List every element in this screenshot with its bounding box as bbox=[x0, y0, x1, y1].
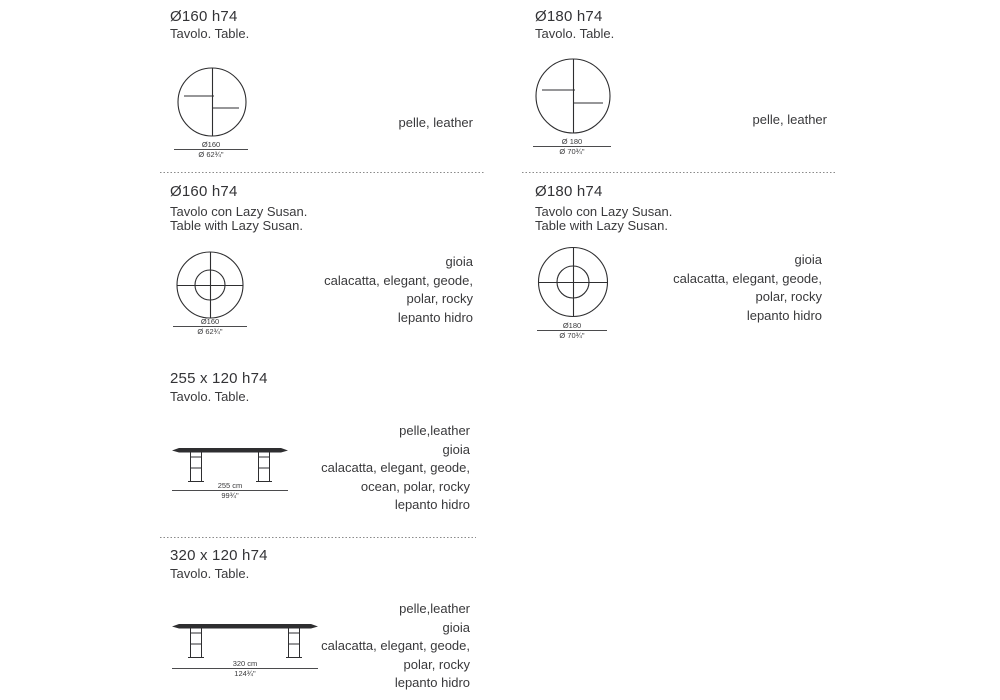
dimension-block bbox=[174, 140, 248, 159]
materials-list bbox=[399, 114, 473, 133]
dimension-label-cm: Ø160 bbox=[201, 140, 221, 149]
round-table-lazy-susan-drawing bbox=[537, 246, 609, 318]
dashed-divider bbox=[522, 172, 837, 173]
material-line: pelle,leather bbox=[399, 601, 470, 616]
section-subtitle bbox=[535, 27, 614, 41]
round-table-top-drawing bbox=[176, 66, 248, 138]
material-line: calacatta, elegant, geode, bbox=[321, 460, 470, 475]
dimension-label-inches: Ø 70¾" bbox=[559, 147, 585, 156]
material-line: gioia bbox=[445, 254, 473, 269]
materials-list bbox=[321, 422, 470, 515]
material-line: lepanto hidro bbox=[397, 309, 473, 325]
material-line: lepanto hidro bbox=[394, 675, 470, 690]
dimension-label-inches: Ø 62¾" bbox=[197, 327, 223, 336]
section-title: Ø180 h74 bbox=[535, 183, 603, 200]
round-table-lazy-susan-drawing bbox=[176, 251, 244, 319]
dimension-label-inches: 124¾" bbox=[234, 669, 256, 678]
dimension-label-inches: Ø 70¾" bbox=[559, 331, 585, 340]
subtitle-line: Tavolo. Table. bbox=[170, 389, 250, 404]
section-subtitle bbox=[170, 567, 249, 581]
section-title: Ø160 h74 bbox=[170, 183, 238, 200]
material-line: polar, rocky bbox=[755, 289, 822, 304]
dimension-block bbox=[537, 321, 607, 340]
material-line: calacatta, elegant, geode, bbox=[321, 638, 470, 653]
dimension-label-cm: Ø180 bbox=[562, 321, 582, 330]
material-line: gioia bbox=[442, 441, 470, 457]
material-line: polar, rocky bbox=[406, 291, 473, 306]
material-line: polar, rocky bbox=[403, 656, 470, 672]
material-line: gioia bbox=[442, 619, 470, 635]
dimension-block bbox=[172, 481, 288, 500]
dashed-divider bbox=[160, 537, 476, 538]
materials-list bbox=[673, 251, 822, 325]
dimension-block bbox=[533, 137, 611, 156]
material-line: lepanto hidro bbox=[394, 497, 470, 512]
dimension-label-cm: Ø160 bbox=[200, 317, 220, 326]
section-title: 255 x 120 h74 bbox=[170, 370, 268, 387]
section-title: Ø160 h74 bbox=[170, 8, 238, 25]
material-line: calacatta, elegant, geode, bbox=[673, 270, 822, 286]
dimension-block bbox=[173, 317, 247, 336]
dashed-divider bbox=[160, 172, 484, 173]
materials-list bbox=[753, 111, 827, 130]
section-subtitle bbox=[170, 390, 249, 404]
section-title: 320 x 120 h74 bbox=[170, 547, 268, 564]
dimension-label-cm: 320 cm bbox=[232, 659, 258, 668]
material-line: pelle,leather bbox=[399, 423, 470, 438]
dimension-label-inches: Ø 62¾" bbox=[198, 150, 224, 159]
dimension-block bbox=[172, 659, 318, 678]
rect-table-side-drawing bbox=[172, 617, 318, 663]
subtitle-line: Table with Lazy Susan. bbox=[535, 218, 668, 233]
subtitle-line: Tavolo con Lazy Susan. bbox=[170, 204, 308, 219]
dimension-label-cm: 255 cm bbox=[217, 481, 243, 490]
subtitle-line: Table with Lazy Susan. bbox=[170, 218, 303, 233]
round-table-top-drawing bbox=[534, 57, 612, 135]
material-line: ocean, polar, rocky bbox=[360, 478, 470, 494]
material-line: pelle, leather bbox=[398, 115, 473, 130]
section-subtitle bbox=[535, 205, 672, 233]
material-line: pelle, leather bbox=[752, 112, 827, 127]
material-line: calacatta, elegant, geode, bbox=[324, 272, 473, 288]
materials-list bbox=[321, 600, 470, 693]
subtitle-line: Tavolo. Table. bbox=[170, 566, 250, 581]
material-line: gioia bbox=[794, 252, 822, 267]
subtitle-line: Tavolo. Table. bbox=[535, 26, 615, 41]
subtitle-line: Tavolo con Lazy Susan. bbox=[535, 204, 673, 219]
materials-list bbox=[324, 253, 473, 327]
dimension-label-inches: 99¾" bbox=[221, 491, 239, 500]
section-subtitle bbox=[170, 205, 307, 233]
section-subtitle bbox=[170, 27, 249, 41]
material-line: lepanto hidro bbox=[746, 307, 822, 323]
subtitle-line: Tavolo. Table. bbox=[170, 26, 250, 41]
section-title: Ø180 h74 bbox=[535, 8, 603, 25]
dimension-label-cm: Ø 180 bbox=[561, 137, 583, 146]
